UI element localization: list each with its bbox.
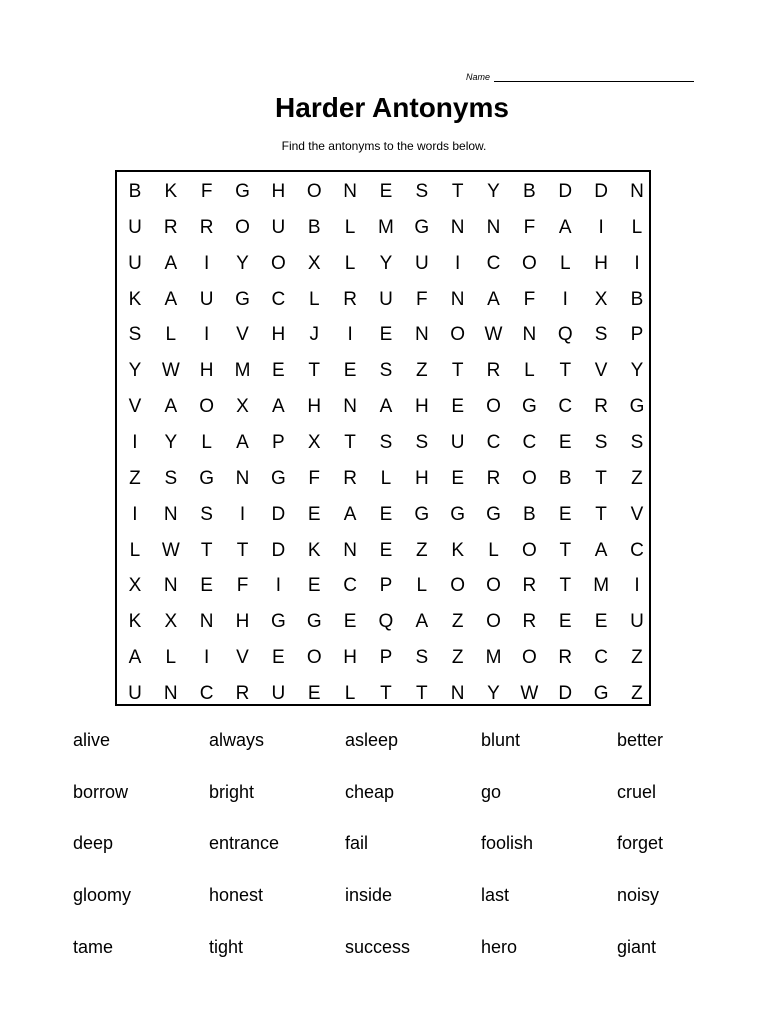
grid-letter: U <box>199 288 214 310</box>
grid-letter: M <box>378 216 394 238</box>
grid-letter: T <box>236 539 249 561</box>
grid-letter: C <box>558 396 573 418</box>
grid-letter: Z <box>416 360 428 382</box>
grid-letter: L <box>165 324 177 346</box>
word-list-item: borrow <box>73 781 129 802</box>
grid-letter: E <box>558 503 572 525</box>
grid-letter: L <box>344 252 356 274</box>
word-list-item: alive <box>73 730 111 750</box>
grid-letter: N <box>450 216 465 238</box>
grid-letter: O <box>521 467 537 489</box>
word-list-item: always <box>209 730 265 750</box>
page-title: Harder Antonyms <box>275 92 509 123</box>
word-list-item: inside <box>345 885 393 906</box>
grid-letter: V <box>630 503 644 525</box>
word-list-item: honest <box>209 885 264 906</box>
grid-letter: N <box>486 216 501 238</box>
grid-letter: L <box>344 682 356 704</box>
grid-letter: Z <box>129 467 141 489</box>
grid-letter: F <box>416 288 428 310</box>
word-list-item: foolish <box>481 833 534 854</box>
grid-letter: C <box>343 575 357 597</box>
grid-letter: O <box>521 539 537 561</box>
grid-letter: Y <box>128 360 142 382</box>
grid-letter: A <box>164 396 178 418</box>
grid-letter: C <box>486 431 501 453</box>
grid-letter: F <box>200 180 213 202</box>
grid-letter: Y <box>487 682 500 704</box>
word-list-item: giant <box>617 936 657 957</box>
grid-letter: O <box>306 180 322 202</box>
grid-letter: M <box>234 360 251 382</box>
word-list-item: entrance <box>209 833 280 854</box>
grid-letter: X <box>307 252 321 274</box>
grid-letter: H <box>271 324 286 346</box>
grid-letter: T <box>308 360 321 382</box>
grid-letter: O <box>486 396 501 418</box>
grid-letter: M <box>593 575 610 597</box>
grid-letter: L <box>559 252 571 274</box>
grid-letter: R <box>558 647 573 669</box>
word-list-item: fail <box>345 833 369 854</box>
grid-letter: X <box>236 396 249 418</box>
grid-letter: L <box>129 539 141 561</box>
grid-letter: U <box>128 252 142 274</box>
grid-letter: S <box>594 324 608 346</box>
grid-letter: D <box>594 180 608 202</box>
word-list-item: cruel <box>617 781 657 802</box>
grid-letter: C <box>630 539 644 561</box>
grid-letter: W <box>161 360 180 382</box>
grid-letter: G <box>270 467 286 489</box>
grid-letter: K <box>128 288 142 310</box>
grid-letter: B <box>523 180 536 202</box>
grid-letter: K <box>164 180 178 202</box>
grid-letter: L <box>416 575 428 597</box>
grid-letter: T <box>344 431 356 453</box>
grid-letter: A <box>379 396 393 418</box>
grid-letter: S <box>164 467 178 489</box>
word-list-item: tight <box>209 936 244 957</box>
grid-letter: E <box>594 611 608 633</box>
grid-letter: Y <box>630 360 644 382</box>
grid-letter: A <box>558 216 572 238</box>
grid-letter: A <box>128 647 142 669</box>
grid-letter: G <box>593 682 609 704</box>
grid-letter: G <box>270 611 286 633</box>
grid-letter: T <box>559 575 572 597</box>
grid-letter: T <box>416 682 428 704</box>
grid-letter: T <box>595 503 607 525</box>
grid-letter: E <box>343 360 357 382</box>
grid-letter: I <box>132 503 138 525</box>
grid-letter: T <box>380 682 392 704</box>
grid-letter: O <box>235 216 250 238</box>
grid-letter: E <box>451 396 464 418</box>
grid-letter: O <box>521 252 537 274</box>
grid-letter: O <box>521 647 537 669</box>
grid-letter: C <box>271 288 286 310</box>
grid-letter: X <box>307 431 321 453</box>
grid-letter: L <box>165 647 177 669</box>
grid-letter: F <box>236 575 249 597</box>
grid-letter: E <box>307 503 321 525</box>
grid-letter: D <box>558 682 573 704</box>
grid-letter: P <box>379 647 393 669</box>
grid-letter: S <box>415 647 429 669</box>
name-field-row <box>466 72 694 82</box>
grid-letter: T <box>559 539 572 561</box>
word-list <box>73 730 753 988</box>
grid-letter: E <box>379 324 393 346</box>
grid-letter: E <box>379 503 393 525</box>
grid-letter: A <box>415 611 429 633</box>
grid-letter: S <box>630 431 644 453</box>
grid-letter: U <box>414 252 429 274</box>
word-list-item: hero <box>481 936 518 957</box>
grid-letter: H <box>307 396 322 418</box>
grid-letter: S <box>379 360 393 382</box>
grid-letter: I <box>132 431 138 453</box>
grid-letter: L <box>524 360 535 382</box>
grid-letter: Y <box>379 252 393 274</box>
grid-letter: H <box>414 467 429 489</box>
grid-letter: B <box>558 467 572 489</box>
grid-letter: K <box>128 611 142 633</box>
grid-letter: R <box>594 396 608 418</box>
grid-letter: G <box>486 503 501 525</box>
grid-letter: N <box>343 396 357 418</box>
grid-letter: R <box>199 216 214 238</box>
grid-letter: G <box>306 611 322 633</box>
word-list-item: tame <box>73 936 114 957</box>
grid-letter: M <box>485 647 502 669</box>
grid-letter: N <box>199 611 214 633</box>
grid-letter: R <box>486 467 501 489</box>
grid-letter: O <box>486 575 501 597</box>
grid-letter: H <box>343 647 357 669</box>
grid-letter: V <box>594 360 608 382</box>
grid-letter: G <box>450 503 466 525</box>
grid-letter: A <box>594 539 608 561</box>
grid-letter: U <box>128 682 142 704</box>
grid-letter: Y <box>487 180 500 202</box>
instructions: Find the antonyms to the words below. <box>281 139 487 153</box>
grid-letter: E <box>272 647 285 669</box>
grid-letter: G <box>629 396 645 418</box>
word-list-item: cheap <box>345 781 395 802</box>
grid-letter: Z <box>631 647 643 669</box>
grid-letter: X <box>594 288 608 310</box>
grid-letter: H <box>414 396 429 418</box>
grid-letter: O <box>270 252 286 274</box>
grid-letter: O <box>450 324 466 346</box>
grid-letter: T <box>451 180 464 202</box>
grid-letter: B <box>128 180 142 202</box>
grid-letter: Z <box>451 647 464 669</box>
grid-letter: W <box>484 324 503 346</box>
grid-letter: H <box>594 252 608 274</box>
grid-letter: A <box>236 431 249 453</box>
grid-letter: N <box>235 467 250 489</box>
grid-letter: T <box>559 360 572 382</box>
grid-letter: T <box>595 467 607 489</box>
grid-letter: O <box>199 396 215 418</box>
grid-letter: E <box>451 467 464 489</box>
grid-letter: S <box>415 431 429 453</box>
grid-letter: K <box>451 539 464 561</box>
grid-letter: I <box>634 575 640 597</box>
grid-letter: I <box>239 503 246 525</box>
grid-letter: G <box>521 396 537 418</box>
grid-letter: B <box>523 503 536 525</box>
grid-letter: Z <box>631 467 643 489</box>
grid-letter: V <box>236 324 249 346</box>
grid-letter: I <box>634 252 640 274</box>
grid-letter: A <box>343 503 357 525</box>
grid-letter: I <box>347 324 353 346</box>
grid-letter: G <box>199 467 215 489</box>
grid-letter: S <box>200 503 213 525</box>
word-list-item: forget <box>617 833 664 854</box>
grid-letter: N <box>414 324 429 346</box>
grid-letter: R <box>235 682 250 704</box>
grid-letter: N <box>163 575 178 597</box>
grid-letter: H <box>271 180 286 202</box>
grid-letter: I <box>598 216 604 238</box>
word-list-item: noisy <box>617 885 660 906</box>
word-list-item: go <box>481 781 502 802</box>
grid-letter: Z <box>631 682 643 704</box>
grid-letter: N <box>343 539 357 561</box>
grid-letter: N <box>450 288 465 310</box>
grid-letter: B <box>630 288 644 310</box>
grid-letter: N <box>522 324 537 346</box>
grid-letter: P <box>379 575 393 597</box>
grid-letter: L <box>488 539 499 561</box>
word-list-item: success <box>345 936 411 957</box>
grid-letter: E <box>379 180 393 202</box>
grid-letter: C <box>522 431 537 453</box>
grid-letter: L <box>631 216 643 238</box>
grid-letter: F <box>523 216 536 238</box>
word-list-item: asleep <box>345 730 399 750</box>
grid-letter: R <box>522 575 537 597</box>
grid-letter: I <box>204 252 210 274</box>
grid-letter: D <box>271 503 286 525</box>
grid-letter: A <box>164 288 178 310</box>
grid-letter: E <box>343 611 357 633</box>
grid-letter: J <box>309 324 319 346</box>
grid-letter: B <box>307 216 321 238</box>
grid-letter: N <box>163 682 178 704</box>
grid-letter: I <box>275 575 281 597</box>
grid-letter: E <box>272 360 285 382</box>
grid-letter: C <box>486 252 501 274</box>
grid-letter: D <box>558 180 573 202</box>
name-line[interactable] <box>494 72 694 82</box>
grid-letter: O <box>486 611 501 633</box>
grid-letter: O <box>450 575 466 597</box>
grid-letter: A <box>272 396 285 418</box>
grid-letter: G <box>414 503 430 525</box>
grid-letter: P <box>272 431 285 453</box>
grid-letter: R <box>343 288 357 310</box>
grid-letter: R <box>163 216 178 238</box>
grid-letter: N <box>630 180 644 202</box>
grid-letter: E <box>200 575 213 597</box>
grid-letter: Z <box>416 539 428 561</box>
grid-letter: Y <box>164 431 178 453</box>
grid-letter: I <box>204 324 210 346</box>
grid-letter: L <box>308 288 320 310</box>
grid-letter: A <box>487 288 500 310</box>
grid-letter: D <box>271 539 286 561</box>
grid-letter: U <box>450 431 465 453</box>
grid-letter: S <box>415 180 429 202</box>
grid-letter: N <box>343 180 357 202</box>
grid-letter: T <box>451 360 464 382</box>
grid-letter: H <box>235 611 250 633</box>
grid-letter: I <box>562 288 568 310</box>
grid-letter: L <box>201 431 212 453</box>
grid-letter: U <box>128 216 142 238</box>
grid-letter: V <box>236 647 249 669</box>
grid-letter: P <box>630 324 644 346</box>
grid-letter: O <box>306 647 322 669</box>
grid-letter: L <box>344 216 356 238</box>
grid-letter: E <box>379 539 393 561</box>
word-list-item: gloomy <box>73 885 132 906</box>
grid-letter: S <box>128 324 142 346</box>
grid-letter: I <box>204 647 210 669</box>
grid-letter: G <box>414 216 430 238</box>
grid-letter: E <box>307 682 321 704</box>
grid-letter: U <box>271 682 286 704</box>
grid-letter: W <box>520 682 539 704</box>
grid-letter: C <box>594 647 608 669</box>
grid-letter: H <box>199 360 214 382</box>
grid-letter: G <box>235 288 250 310</box>
word-list-item: deep <box>73 833 114 854</box>
grid-letter: U <box>379 288 393 310</box>
grid-letter: F <box>523 288 536 310</box>
letter-grid <box>117 174 653 712</box>
grid-letter: I <box>455 252 461 274</box>
word-list-item: better <box>617 730 664 750</box>
word-list-item: last <box>481 885 510 906</box>
grid-letter: R <box>522 611 537 633</box>
grid-letter: S <box>379 431 393 453</box>
grid-letter: E <box>307 575 321 597</box>
grid-letter: C <box>199 682 214 704</box>
grid-letter: Q <box>557 324 573 346</box>
grid-letter: Y <box>236 252 249 274</box>
grid-letter: U <box>271 216 286 238</box>
word-list-item: bright <box>209 781 255 802</box>
grid-letter: X <box>164 611 178 633</box>
grid-letter: X <box>128 575 142 597</box>
grid-letter: W <box>161 539 180 561</box>
grid-letter: N <box>450 682 465 704</box>
grid-letter: K <box>307 539 321 561</box>
word-list-item: blunt <box>481 730 521 750</box>
grid-letter: Z <box>451 611 464 633</box>
grid-letter: S <box>594 431 608 453</box>
grid-letter: E <box>558 611 572 633</box>
grid-letter: F <box>308 467 321 489</box>
grid-letter: E <box>558 431 572 453</box>
grid-letter: T <box>200 539 213 561</box>
grid-letter: A <box>164 252 178 274</box>
grid-letter: G <box>235 180 250 202</box>
word-search-grid <box>115 170 651 706</box>
grid-letter: L <box>380 467 392 489</box>
grid-letter: U <box>630 611 644 633</box>
grid-letter: Q <box>378 611 394 633</box>
grid-letter: R <box>486 360 501 382</box>
name-label: Name <box>466 72 491 82</box>
grid-letter: R <box>343 467 357 489</box>
grid-letter: V <box>128 396 142 418</box>
grid-letter: N <box>163 503 178 525</box>
